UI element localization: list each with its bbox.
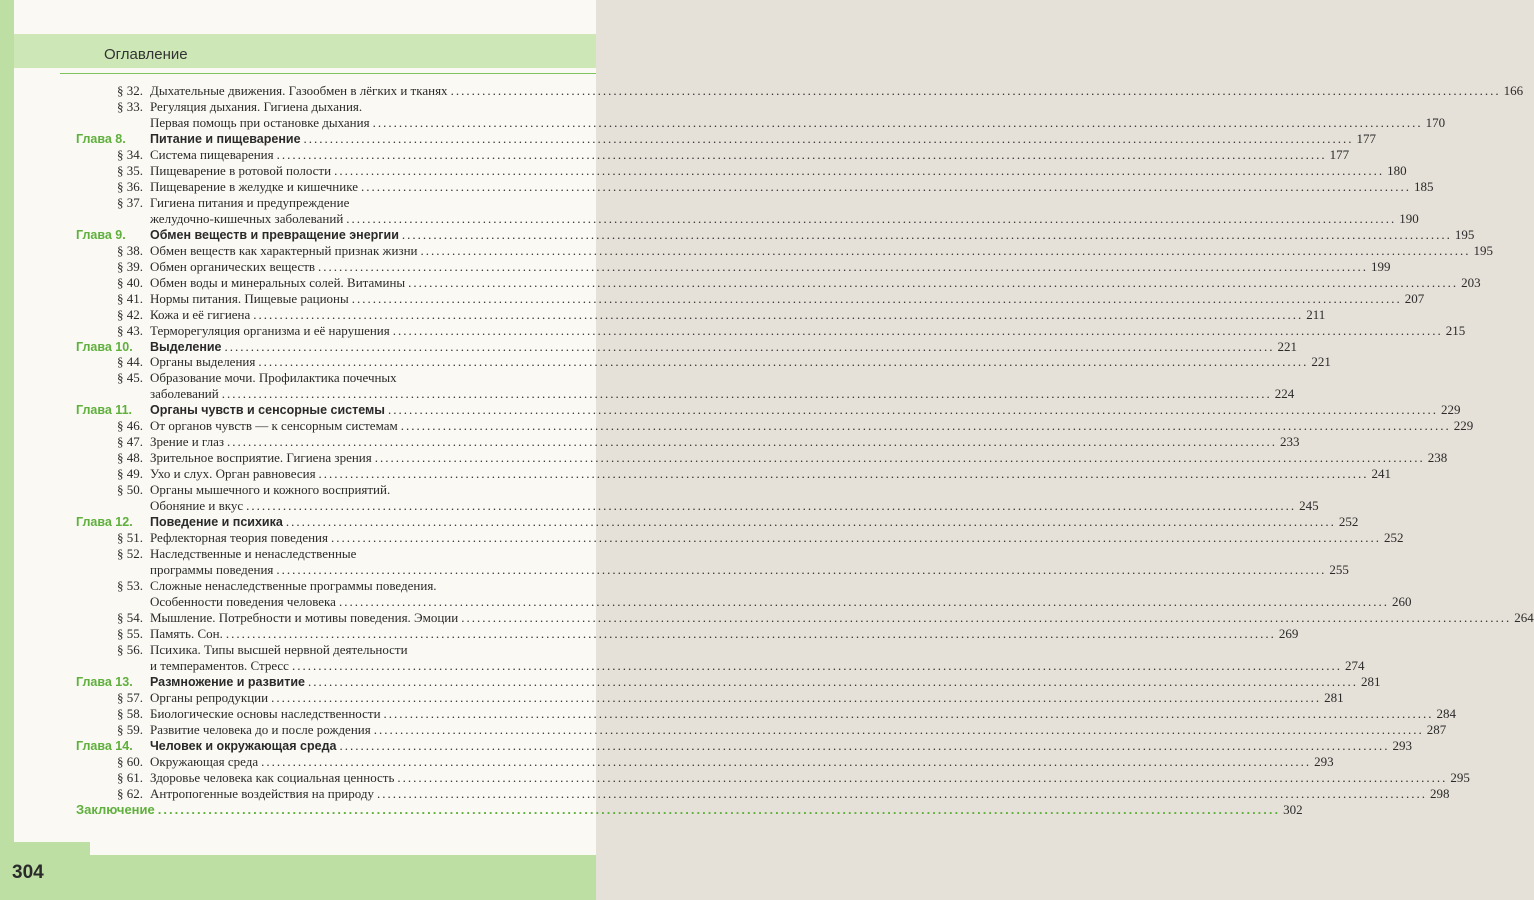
toc-entry-row[interactable]: [0, 354, 1331, 370]
toc-entry-title: Органы выделения: [150, 354, 256, 370]
toc-entry-row[interactable]: [0, 753, 1334, 770]
toc-entry-title: Пищеварение в ротовой полости: [150, 162, 332, 178]
section-number: § 48.: [117, 450, 143, 466]
toc-entry-title: Поведение и психика: [150, 515, 283, 530]
toc-entry-title: Первая помощь при остановке дыхания: [150, 114, 370, 130]
toc-entry-row[interactable]: [0, 769, 1470, 786]
page-title: Оглавление: [104, 46, 188, 63]
toc-page-number: 281: [1361, 673, 1381, 689]
toc-entry-row[interactable]: [0, 99, 596, 115]
toc-entry-row[interactable]: [0, 386, 1295, 402]
toc-entry-title: Развитие человека до и после рождения: [150, 721, 371, 737]
toc-entry-title: Гигиена питания и предупреждение: [150, 194, 350, 210]
toc-entry-row[interactable]: [0, 290, 1425, 307]
section-number: § 61.: [117, 769, 143, 785]
dot-leader: ........................................................................................................................................................................................................: [276, 146, 1327, 162]
toc-page-number: 195: [1454, 226, 1475, 242]
dot-leader: ........................................................................................................................................................................................................: [461, 610, 1512, 625]
toc-entry-row[interactable]: [0, 322, 1466, 339]
chapter-number: Глава 13.: [76, 674, 133, 689]
toc-entry-row[interactable]: [0, 498, 1319, 514]
chapter-number: Глава 12.: [76, 515, 133, 530]
toc-entry-title: Антропогенные воздействия на природу: [150, 785, 374, 801]
toc-entry-row[interactable]: [0, 689, 1344, 706]
toc-page-number: 293: [1392, 737, 1412, 753]
dot-leader: ........................................................................................................................................................................................................: [383, 705, 1434, 721]
toc-page-number: 221: [1311, 354, 1331, 370]
dot-leader: ........................................................................................................................................................................................................: [308, 673, 1358, 689]
section-number: § 44.: [117, 354, 143, 370]
toc-entry-row[interactable]: [0, 306, 1326, 323]
toc-page-number: 274: [1344, 657, 1365, 673]
toc-page-number: 185: [1413, 178, 1434, 194]
dot-leader: ........................................................................................................................................................................................................: [397, 769, 1448, 785]
toc-page-number: 252: [1384, 530, 1404, 546]
toc-entry-row[interactable]: [0, 594, 1412, 610]
toc-entry-title: Регуляция дыхания. Гигиена дыхания.: [150, 98, 363, 114]
dot-leader: ........................................................................................................................................................................................................: [401, 226, 1452, 242]
dot-leader: ........................................................................................................................................................................................................: [339, 737, 1390, 753]
toc-entry-row[interactable]: [0, 450, 1448, 466]
section-number: § 35.: [117, 162, 143, 178]
toc-page-number: 295: [1450, 769, 1470, 785]
section-number: § 55.: [117, 625, 143, 641]
toc-page-number: 238: [1427, 450, 1448, 466]
toc-entry-row[interactable]: [0, 721, 1447, 738]
section-number: § 56.: [117, 641, 143, 657]
toc-chapter-row[interactable]: [0, 402, 1461, 418]
toc-entry-row[interactable]: [0, 178, 1434, 195]
toc-page-number: 195: [1473, 242, 1494, 258]
toc-page-number: 177: [1356, 130, 1377, 146]
toc-page-number: 203: [1461, 274, 1481, 290]
toc-entry-title: Здоровье человека как социальная ценность: [150, 769, 395, 785]
section-number: § 52.: [117, 546, 143, 562]
toc-chapter-row[interactable]: [0, 737, 1412, 754]
section-number: § 43.: [117, 322, 143, 338]
section-number: § 40.: [117, 274, 143, 290]
dot-leader: ........................................................................................................................................................................................................: [318, 258, 1369, 274]
toc-chapter-row[interactable]: [0, 673, 1381, 690]
section-number: § 51.: [117, 530, 143, 546]
dot-leader: ........................................................................................................................................................................................................: [224, 338, 1275, 354]
toc-entry-title: Выделение: [150, 339, 222, 354]
toc-entry-row[interactable]: [0, 258, 1391, 275]
toc-entry-row[interactable]: [0, 242, 1494, 259]
dot-leader: ........................................................................................................................................................................................................: [360, 178, 1411, 194]
toc-entry-title: Зрительное восприятие. Гигиена зрения: [150, 450, 372, 466]
toc-entry-title: Окружающая среда: [150, 753, 259, 769]
toc-entry-title: Наследственные и ненаследственные: [150, 546, 357, 562]
section-number: § 42.: [117, 306, 143, 322]
toc-entry-row[interactable]: [0, 274, 1481, 291]
toc-entry-title: Органы репродукции: [150, 689, 269, 705]
dot-leader: ........................................................................................................................................................................................................: [387, 402, 1438, 418]
section-number: § 36.: [117, 178, 143, 194]
toc-page-number: 302: [1283, 801, 1303, 817]
section-number: § 45.: [117, 370, 143, 386]
dot-leader: ........................................................................................................................................................................................................: [318, 466, 1369, 482]
dot-leader: ........................................................................................................................................................................................................: [408, 274, 1459, 290]
dot-leader: ........................................................................................................................................................................................................: [334, 162, 1385, 178]
section-number: § 62.: [117, 785, 143, 801]
footer-band: [0, 855, 596, 900]
toc-entry-title: Зрение и глаз: [150, 434, 224, 450]
toc-entry-row[interactable]: [0, 785, 1450, 802]
section-number: § 39.: [117, 258, 143, 274]
dot-leader: ........................................................................................................................................................................................................: [221, 386, 1272, 402]
toc-entry-title: Кожа и её гигиена: [150, 306, 251, 322]
toc-entry-row[interactable]: [0, 370, 596, 386]
toc-page-number: 245: [1299, 498, 1319, 514]
toc-page-number: 284: [1436, 705, 1457, 721]
toc-entry-title: заболеваний: [150, 386, 219, 402]
dot-leader: ........................................................................................................................................................................................................: [276, 562, 1327, 578]
dot-leader: ........................................................................................................................................................................................................: [376, 785, 1427, 801]
toc-entry-row[interactable]: [0, 418, 1474, 434]
section-number: § 47.: [117, 434, 143, 450]
toc-page-number: 281: [1324, 689, 1344, 705]
section-number: § 41.: [117, 290, 143, 306]
toc-entry-title: Терморегуляция организма и её нарушения: [150, 322, 390, 338]
section-number: § 58.: [117, 705, 143, 721]
toc-entry-row[interactable]: [0, 83, 1524, 99]
section-number: § 33.: [117, 98, 143, 114]
dot-leader: ........................................................................................................................................................................................................: [450, 83, 1501, 98]
toc-entry-title: Пищеварение в желудке и кишечнике: [150, 178, 358, 194]
toc-entry-title: Питание и пищеварение: [150, 131, 301, 146]
toc-entry-row[interactable]: [0, 195, 596, 211]
toc-entry-row[interactable]: [0, 162, 1407, 179]
dot-leader: ........................................................................................................................................................................................................: [351, 290, 1402, 306]
section-number: § 59.: [117, 721, 143, 737]
toc-page-number: 298: [1429, 785, 1450, 801]
toc-entry-title: Сложные ненаследственные программы поведения.: [150, 578, 437, 594]
toc-entry-title: Рефлекторная теория поведения: [150, 530, 328, 546]
toc-entry-row[interactable]: [0, 114, 1446, 131]
toc-page-number: 287: [1426, 721, 1447, 737]
toc-entry-title: Обмен воды и минеральных солей. Витамины: [150, 274, 406, 290]
toc-chapter-row[interactable]: [0, 226, 1475, 243]
toc-chapter-row[interactable]: [0, 514, 1359, 530]
toc-page-number: 233: [1280, 434, 1300, 450]
toc-entry-title: Мышление. Потребности и мотивы поведения. Эмоции: [150, 610, 459, 625]
dot-leader: ........................................................................................................................................................................................................: [346, 210, 1397, 226]
dot-leader: ........................................................................................................................................................................................................: [271, 689, 1322, 705]
toc-entry-title: Размножение и развитие: [150, 674, 305, 689]
dot-leader: ........................................................................................................................................................................................................: [392, 322, 1443, 338]
dot-leader: ........................................................................................................................................................................................................: [227, 434, 1277, 450]
toc-entry-row[interactable]: [0, 642, 596, 658]
toc-entry-title: Память. Сон.: [150, 625, 223, 641]
section-number: § 32.: [117, 83, 143, 98]
header-divider: [60, 73, 596, 74]
toc-entry-title: желудочно-кишечных заболеваний: [150, 210, 344, 226]
dot-leader: ........................................................................................................................................................................................................: [420, 242, 1471, 258]
toc-page-number: 215: [1445, 322, 1466, 338]
toc-page-number: 177: [1329, 146, 1350, 162]
dot-leader: ........................................................................................................................................................................................................: [225, 625, 1276, 641]
header-band: [14, 34, 596, 68]
toc-page-number: 207: [1404, 290, 1425, 306]
toc-conclusion-row[interactable]: [0, 801, 1303, 818]
dot-leader: ........................................................................................................................................................................................................: [373, 721, 1424, 737]
toc-page-number: 229: [1440, 402, 1461, 418]
toc-page-number: 211: [1306, 306, 1326, 322]
toc-entry-row[interactable]: [0, 705, 1457, 722]
dot-leader: ........................................................................................................................................................................................................: [338, 594, 1389, 610]
toc-page-number: 229: [1453, 418, 1474, 434]
chapter-number: Глава 9.: [76, 227, 126, 242]
chapter-number: Глава 11.: [76, 403, 132, 418]
toc-page-number: 252: [1338, 514, 1359, 530]
section-number: § 60.: [117, 753, 143, 769]
toc-page-number: 221: [1277, 338, 1298, 354]
chapter-number: Глава 10.: [76, 339, 133, 354]
toc-entry-title: и темпераментов. Стресс: [150, 657, 289, 673]
dot-leader: ........................................................................................................................................................................................................: [258, 354, 1309, 370]
dot-leader: ........................................................................................................................................................................................................: [285, 514, 1336, 530]
toc-entry-row[interactable]: [0, 562, 1349, 578]
toc-entry-row[interactable]: [0, 466, 1392, 482]
toc-entry-title: программы поведения: [150, 562, 274, 578]
toc-entry-row[interactable]: [0, 625, 1299, 642]
toc-entry-row[interactable]: [0, 578, 596, 594]
dot-leader: ........................................................................................................................................................................................................: [253, 306, 1304, 322]
toc-entry-title: Обоняние и вкус: [150, 498, 244, 514]
toc-entry-row[interactable]: [0, 434, 1300, 450]
toc-page-number: 180: [1387, 162, 1407, 178]
dot-leader: ........................................................................................................................................................................................................: [331, 530, 1381, 546]
toc-page-number: 293: [1314, 753, 1334, 769]
toc-entry-title: От органов чувств — к сенсорным системам: [150, 418, 398, 434]
section-number: § 34.: [117, 146, 143, 162]
dot-leader: ........................................................................................................................................................................................................: [372, 114, 1423, 130]
section-number: § 57.: [117, 689, 143, 705]
toc-entry-row[interactable]: [0, 610, 1534, 626]
toc-page-number: 170: [1425, 114, 1446, 130]
toc-page-number: 269: [1278, 625, 1299, 641]
toc-entry-title: Психика. Типы высшей нервной деятельности: [150, 641, 408, 657]
section-number: § 38.: [117, 242, 143, 258]
toc-page-number: 264: [1514, 610, 1534, 625]
dot-leader: ........................................................................................................................................................................................................: [261, 753, 1312, 769]
toc-entry-row[interactable]: [0, 482, 596, 498]
toc-entry-row[interactable]: [0, 146, 1350, 163]
toc-entry-row[interactable]: [0, 210, 1419, 227]
toc-entry-title: Ухо и слух. Орган равновесия: [150, 466, 316, 482]
toc-page-number: 166: [1503, 83, 1524, 98]
toc-entry-row[interactable]: [0, 530, 1404, 546]
dot-leader: ........................................................................................................................................................................................................: [291, 657, 1342, 673]
toc-entry-title: Особенности поведения человека: [150, 594, 336, 610]
toc-entry-title: Обмен веществ и превращение энергии: [150, 227, 399, 242]
toc-page-number: 224: [1274, 386, 1295, 402]
toc-entry-title: Система пищеварения: [150, 146, 274, 162]
toc-entry-row[interactable]: [0, 657, 1365, 674]
toc-entry-title: Обмен веществ как характерный признак жизни: [150, 242, 418, 258]
toc-chapter-row[interactable]: [0, 130, 1377, 147]
section-number: § 37.: [117, 194, 143, 210]
dot-leader: ........................................................................................................................................................................................................: [374, 450, 1425, 466]
toc-page-number: 260: [1391, 594, 1412, 610]
toc-page-number: 199: [1371, 258, 1391, 274]
toc-entry-title: Образование мочи. Профилактика почечных: [150, 370, 397, 386]
dot-leader: ........................................................................................................................................................................................................: [303, 130, 1354, 146]
toc-chapter-row[interactable]: [0, 338, 1298, 355]
toc-page-number: 241: [1371, 466, 1392, 482]
toc-entry-title: Обмен органических веществ: [150, 258, 316, 274]
chapter-number: Глава 14.: [76, 738, 133, 753]
dot-leader: ........................................................................................................................................................................................................: [157, 801, 1281, 817]
section-number: § 50.: [117, 482, 143, 498]
toc-entry-title: Нормы питания. Пищевые рационы: [150, 290, 349, 306]
toc-entry-title: Органы чувств и сенсорные системы: [150, 403, 385, 418]
section-number: § 49.: [117, 466, 143, 482]
toc-entry-row[interactable]: [0, 546, 596, 562]
toc-entry-title: Биологические основы наследственности: [150, 705, 381, 721]
toc-page-number: 190: [1399, 210, 1419, 226]
page-number: 304: [12, 862, 44, 883]
section-number: § 46.: [117, 418, 143, 434]
toc-entry-title: Органы мышечного и кожного восприятий.: [150, 482, 391, 498]
toc-entry-title: Человек и окружающая среда: [150, 738, 337, 753]
dot-leader: ........................................................................................................................................................................................................: [246, 498, 1297, 514]
toc-entry-title: Заключение: [76, 801, 155, 817]
chapter-number: Глава 8.: [76, 131, 126, 146]
dot-leader: ........................................................................................................................................................................................................: [400, 418, 1451, 434]
toc-entry-title: Дыхательные движения. Газообмен в лёгких и тканях: [150, 83, 448, 98]
section-number: § 54.: [117, 610, 143, 625]
toc-page-number: 255: [1329, 562, 1349, 578]
section-number: § 53.: [117, 578, 143, 594]
